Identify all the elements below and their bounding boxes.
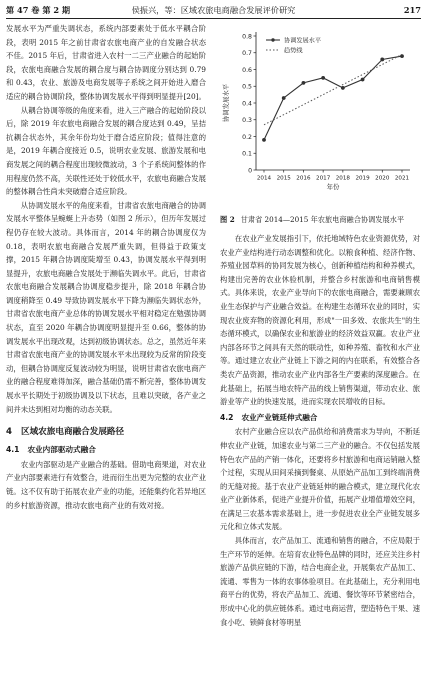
data-point xyxy=(380,58,384,62)
figure-caption-text: 甘肃省 2014—2015 年农旅电商融合协调发展水平 xyxy=(240,215,405,224)
legend-marker xyxy=(271,38,274,41)
data-point xyxy=(361,78,365,82)
running-header xyxy=(6,3,421,19)
x-tick-label: 2018 xyxy=(335,175,350,182)
section-title: 区域农旅电商融合发展路径 xyxy=(20,427,125,438)
subsection-heading xyxy=(220,411,420,425)
x-tick-label: 2014 xyxy=(256,175,272,182)
y-tick-label: 0.5 xyxy=(242,83,252,91)
x-tick-label: 2017 xyxy=(316,175,331,182)
x-tick-label: 2019 xyxy=(355,175,370,182)
body-paragraph: 发展水平为严重失调状态，系统内部要素处于低水平耦合阶段，表明 2015 年之前甘肃省农旅电商产业的自发融合状态不佳。2015 年后，甘肃省进入农村一二三产业融合的起始阶段，农旅电商融合发展的耦合度与耦合协调度分别达到 0.79 和 0.43，农业、旅游及电商发展等子系统之间开始进入磨合适应的耦合协调阶段，整体协调发展水平得到明显提升[20]。 xyxy=(6,24,206,101)
figure-number: 图 2 xyxy=(220,215,235,224)
y-tick-label: 0.6 xyxy=(242,66,252,74)
y-tick-label: 0.4 xyxy=(242,100,252,108)
figure-2-chart xyxy=(220,22,420,212)
journal-issue: 第 47 卷 第 2 期 xyxy=(6,5,71,15)
x-tick-label: 2015 xyxy=(276,175,291,182)
body-paragraph: 具体而言，农产品加工、流通和销售的融合，不应局限于生产环节的延伸。在培育农业特色品牌的同时，还应关注乡村旅游产品供应链的下游，结合电商企业，开展集农产品加工、流通、零售为一体的农事体验项目。在此基础上，充分利用电商平台的优势，将农产品加工、流通、餐饮等环节紧密结合，形成中心化的供应链体系。通过电商运营，塑造特色干果、速食小吃、锁鲜食材等明星 xyxy=(220,536,420,627)
body-paragraph: 从协调发展水平的角度来看，甘肃省农旅电商融合的协调发展水平整体呈蜿蜒上升态势（如图 2 所示），但历年发展过程仍存在较大波动。具体而言，2014 年的耦合协调度仅为 0.18，表明农旅电商融合发展严重失调，但得益于政策支撑，2015 年耦合协调度陡增至 0.43，协调发展水平得到明显提升，农旅电商融合发展处于濒临失调水平。此后，甘肃省农旅电商融合发展耦合协调度稳步提升，除 2018 年耦合协调度稍降至 0.49 导致协调发展水平下降为濒临失调状态外，甘肃省农旅电商产业总体的协调发展水平相对稳定在勉强协调状态，直至 2020 年耦合协调度明显提升至 0.66，整体的协调发展水平出现改观，达到初级协调状态。总之，虽然近年来甘肃省农旅电商产业的协调发展水平未出现较为反常的阶段变动，但耦合协调度反复波动较为明显，说明甘肃省农旅电商产业的融合程度难得加深，融合基础仍需不断完善，整体协调发展水平长期处于初级协调及以下状态，且难以突破，各产业之间并未达到相对均衡的动态关联。 xyxy=(6,200,206,414)
subsection-number: 4.2 xyxy=(220,412,234,422)
body-paragraph: 农村产业融合应以农产品供给和消费需求为导向，不断延伸农业产业链，加速农业与第二三产业的融合。不仅包括发展特色农产品的产销一体化，还要将乡村旅游和电商运销融入整个过程，实现从田间采摘到餐桌、从原始产品加工到终端消费的无缝对接。基于农业产业链延伸的融合模式，建立现代化农业产业新体系，促进产业提升价值，拓展产业增值增效空间，在满足三农基本需求基础上，进一步促进农业全产业链发展多元化和立体式发展。 xyxy=(220,427,420,532)
subsection-title: 农业内部驱动式融合 xyxy=(27,445,96,455)
y-tick-label: 0.7 xyxy=(242,50,252,58)
subsection-number: 4.1 xyxy=(6,445,20,455)
subsection-title: 农业产业链延伸式融合 xyxy=(241,412,318,422)
data-point xyxy=(262,138,266,142)
body-paragraph: 在农业产业发展指引下，依托地域特色农业资源优势，对农业产业结构进行动态调整和优化。以粮食种植、经济作物、养殖业园草料的协同发展为核心，创新种植结构和种养模式，构建出完善的农业休验机制，并整合乡村旅游和电商销售模式。具体来说，农业产业导向下的农旅电商融合，需要兼顾农业生态保护与产业融合效益。在构建生态循环农业的同时，实现农业废弃物的资源化利用，形成"一田多效、农旅共生"的生态循环模式，以确保农业和旅游业的经济效益双赢。农业产业内部各环节之间具有天然的联动性，如种养殖、畜牧和水产业等。通过建立农业产业链上下游之间的内在联系，有效整合各类农产品资源，推动农业产业内部各生产要素的深度融合。在此基础上，拓展当地农特产品的线上销售渠道，带动农业、旅游业等产业的快速发展，进而实现农民增收的目标。 xyxy=(220,234,420,407)
data-point xyxy=(321,76,325,80)
y-tick-label: 0.3 xyxy=(242,117,252,125)
line-chart xyxy=(220,22,420,212)
legend-label: 趋势线 xyxy=(284,47,303,55)
trend-line xyxy=(264,54,402,124)
data-point xyxy=(282,96,286,100)
page-number: 217 xyxy=(403,5,421,15)
y-tick-label: 0.2 xyxy=(242,133,252,141)
running-title: 侯振兴，等：区域农旅电商融合发展评价研究 xyxy=(131,5,296,15)
data-point xyxy=(341,86,345,90)
y-tick-label: 0.1 xyxy=(242,150,252,158)
subsection-heading xyxy=(6,443,206,457)
section-heading xyxy=(6,425,206,439)
left-column xyxy=(6,22,206,512)
x-tick-label: 2020 xyxy=(375,175,390,182)
figure-caption xyxy=(220,214,420,226)
data-point xyxy=(302,81,306,85)
section-number: 4 xyxy=(6,427,12,438)
y-tick-label: 0.8 xyxy=(242,33,252,41)
x-tick-label: 2021 xyxy=(394,175,410,182)
y-tick-label: 0 xyxy=(248,167,252,175)
y-axis-title: 协调发展水平 xyxy=(222,83,230,123)
legend-label: 协调发展水平 xyxy=(284,37,322,45)
x-axis-title: 年份 xyxy=(326,183,340,191)
x-tick-label: 2016 xyxy=(296,175,311,182)
body-paragraph: 农业内部驱动是产业融合的基础。借助电商果道，对农业产业内部要素进行有效整合，进而衍生出更为完整的农业产业链。这不仅有助于拓展农业产业的功能，还能集约化若异地区的乡村旅游资源，推动农旅电商产业的有效对接。 xyxy=(6,459,206,510)
body-paragraph: 从耦合协调等级的角度来看，进入三产融合的起始阶段以后，除 2019 年农旅电商融合发展的耦合度达到 0.49，呈拮抗耦合状态外，其余年份均处于磨合适应阶段；值得注意的是，2019 年耦合度接近 0.5，说明农业发展、旅游发展和电商发展之间的耦合程度出现较微波动，3 个子系统间整体的作用程度仍然不高，关联性还处于较低水平，农旅电商融合发展的整体耦合性尚未突破磨合适应阶段。 xyxy=(6,105,206,197)
right-column xyxy=(220,22,420,629)
